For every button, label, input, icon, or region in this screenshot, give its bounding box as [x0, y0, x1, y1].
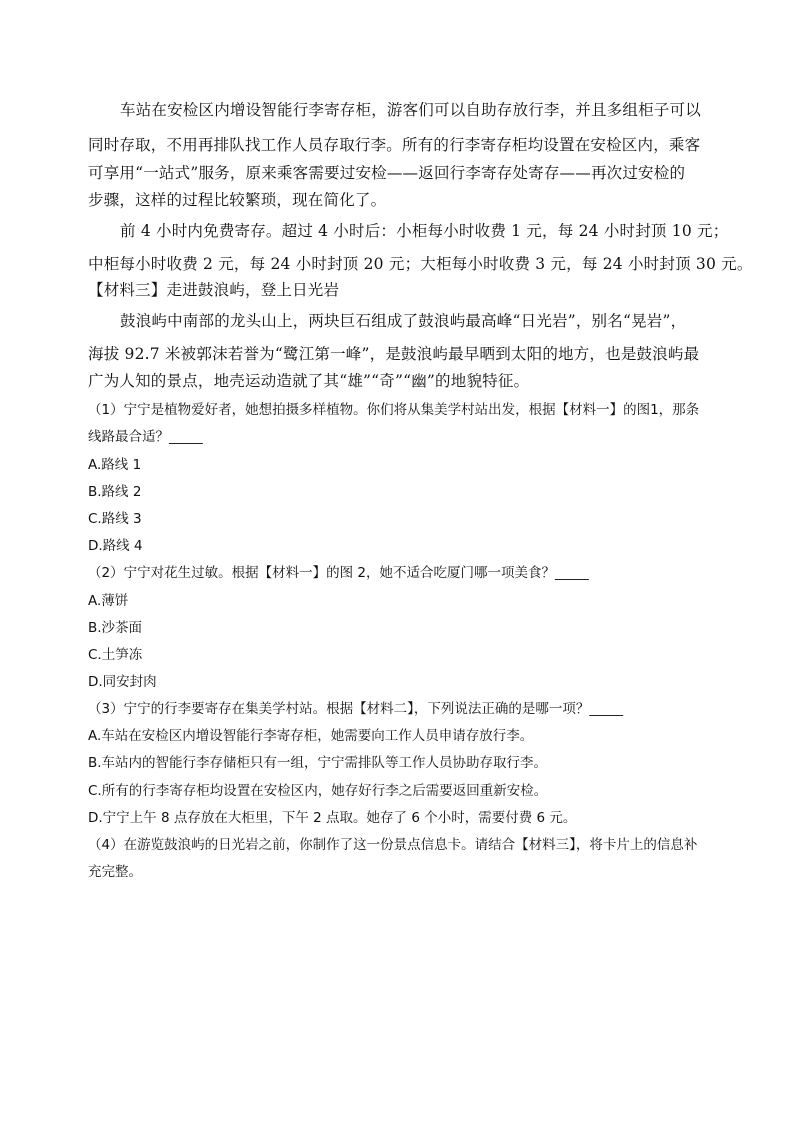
- question3-stem: （3）宁宁的行李要寄存在集美学村站。根据【材料二】，下列说法正确的是哪一项？_____: [88, 701, 624, 717]
- question2-option-d: D.同安封肉: [88, 674, 157, 690]
- material2-paragraph1-line3: 可享用“一站式”服务，原来乘客需要过安检——返回行李寄存处寄存——再次过安检的: [88, 164, 686, 182]
- material2-paragraph1-line4: 步骤，这样的过程比较繁琐，现在简化了。: [88, 191, 387, 209]
- question3-option-d: D.宁宁上午 8 点存放在大柜里，下午 2 点取。她存了 6 个小时，需要付费 6 元。: [88, 810, 577, 826]
- question1-stem-line1: （1）宁宁是植物爱好者，她想拍摄多样植物。你们将从集美学村站出发，根据【材料一】的图1，那条: [88, 402, 700, 418]
- material3-paragraph-line1: 鼓浪屿中南部的龙头山上，两块巨石组成了鼓浪屿最高峰“日光岩”，别名“晃岩”，: [120, 312, 687, 330]
- question3-option-b: B.车站内的智能行李存储柜只有一组，宁宁需排队等工作人员协助存取行李。: [88, 755, 548, 771]
- material2-paragraph1-line1: 车站在安检区内增设智能行李寄存柜，游客们可以自助存放行李，并且多组柜子可以: [120, 101, 701, 119]
- question3-option-a: A.车站在安检区内增设智能行李寄存柜，她需要向工作人员申请存放行李。: [88, 728, 534, 744]
- question4-stem-line2: 充完整。: [88, 864, 142, 880]
- question1-option-c: C.路线 3: [88, 511, 142, 527]
- question2-option-b: B.沙茶面: [88, 620, 143, 636]
- material2-paragraph2-line1: 前 4 小时内免费寄存。超过 4 小时后：小柜每小时收费 1 元，每 24 小时封顶 10 元；: [120, 222, 729, 240]
- question4-stem-line1: （4）在游览鼓浪屿的日光岩之前，你制作了这一份景点信息卡。请结合【材料三】，将卡片上的信息补: [88, 837, 698, 853]
- question2-option-a: A.薄饼: [88, 593, 129, 609]
- question3-option-c: C.所有的行李寄存柜均设置在安检区内，她存好行李之后需要返回重新安检。: [88, 783, 548, 799]
- material2-paragraph2-line2: 中柜每小时收费 2 元，每 24 小时封顶 20 元；大柜每小时收费 3 元，每 24 小时封顶 30 元。: [88, 255, 753, 273]
- question1-option-d: D.路线 4: [88, 538, 143, 554]
- material3-paragraph-line3: 广为人知的景点，地壳运动造就了其“雄”“奇”“幽”的地貌特征。: [88, 372, 530, 390]
- material2-paragraph1-line2: 同时存取，不用再排队找工作人员存取行李。所有的行李寄存柜均设置在安检区内，乘客: [88, 136, 701, 154]
- question2-stem: （2）宁宁对花生过敏。根据【材料一】的图 2，她不适合吃厦门哪一项美食？_____: [88, 565, 589, 581]
- material3-heading: 【材料三】走进鼓浪屿，登上日光岩: [88, 281, 340, 299]
- question1-stem-line2: 线路最合适？_____: [88, 429, 203, 445]
- material3-paragraph-line2: 海拔 92.7 米被郭沫若誉为“鹭江第一峰”，是鼓浪屿最早晒到太阳的地方，也是鼓浪屿最: [88, 345, 700, 363]
- question1-option-b: B.路线 2: [88, 484, 142, 500]
- question2-option-c: C.土笋冻: [88, 647, 143, 663]
- question1-option-a: A.路线 1: [88, 457, 142, 473]
